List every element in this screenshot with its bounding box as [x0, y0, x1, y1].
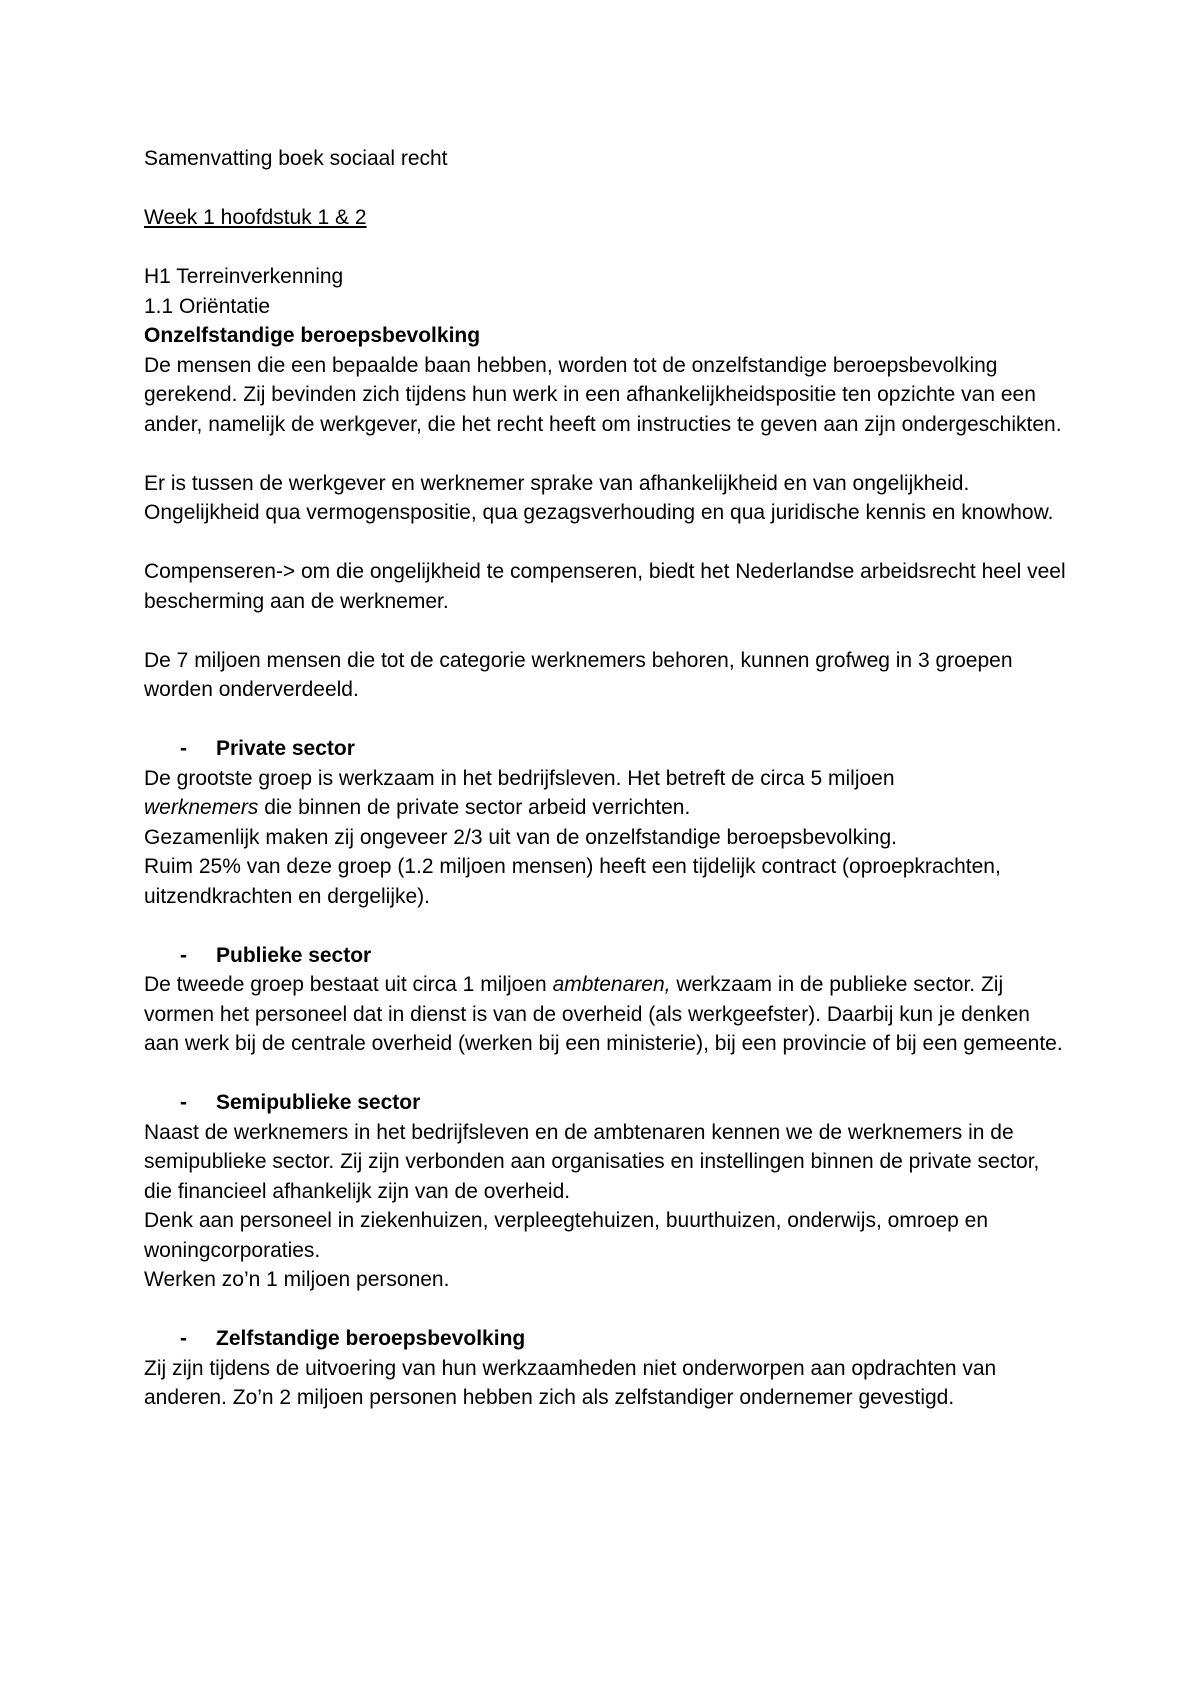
bullet-heading: Private sector — [216, 737, 355, 760]
bullet-dash: - — [180, 1091, 187, 1114]
document-title: Samenvatting boek sociaal recht — [144, 147, 448, 170]
paragraph-1: De mensen die een bepaalde baan hebben, worden tot de onzelfstandige beroepsbevolking gerekend. Zij bevinden zich tijdens hun werk in een afhankelijkheidspositie ten opzichte van een ander, namelijk de werkgever, die het recht heeft om instructies te geven aan zijn ondergeschikten. — [144, 353, 1062, 436]
paragraph-2: Er is tussen de werkgever en werknemer sprake van afhankelijkheid en van ongelijkheid. Ongelijkheid qua vermogenspositie, qua gezagsverhouding en qua juridische kennis en knowhow. — [144, 471, 1054, 524]
chapter-heading: H1 Terreinverkenning — [144, 265, 344, 288]
private-line-2 — [144, 793, 1069, 823]
bullet-heading: Semipublieke sector — [216, 1091, 421, 1114]
bullet-heading: Publieke sector — [216, 943, 372, 967]
bullet-dash: - — [180, 737, 187, 760]
bullet-heading: Zelfstandige beroepsbevolking — [216, 1327, 526, 1350]
private-line-3: Gezamenlijk maken zij ongeveer 2/3 uit van de onzelfstandige beroepsbevolking. — [144, 825, 897, 849]
zelfstandig-paragraph: Zij zijn tijdens de uitvoering van hun werkzaamheden niet onderworpen aan opdrachten van anderen. Zo’n 2 miljoen personen hebben zich als zelfstandiger ondernemer gevestigd. — [144, 1356, 997, 1409]
publiek-text-after: werkzaam in de publieke sector. Zij vormen het personeel dat in dienst is van de overheid (als werkgeefster). Daarbij kun je denken aan werk bij de centrale overheid (werken bij een ministerie), bij een provincie of bij een gemeente. — [144, 973, 1063, 1055]
bullet-private-sector — [144, 734, 1069, 764]
publiek-text-before: De tweede groep bestaat uit circa 1 miljoen — [144, 973, 553, 996]
subheading-onzelfstandig: Onzelfstandige beroepsbevolking — [144, 324, 481, 347]
publiek-italic: ambtenaren, — [552, 973, 671, 996]
semipubliek-line-1: Naast de werknemers in het bedrijfsleven en de ambtenaren kennen we de werknemers in de semipublieke sector. Zij zijn verbonden aan organisaties en instellingen binnen de private sector, die financieel afhankelijk zijn van de overheid. — [144, 1120, 1040, 1203]
bullet-dash: - — [180, 943, 187, 967]
bullet-semipublieke-sector — [144, 1088, 1069, 1118]
section-heading: 1.1 Oriëntatie — [144, 294, 271, 318]
paragraph-4: De 7 miljoen mensen die tot de categorie werknemers behoren, kunnen grofweg in 3 groepen worden onderverdeeld. — [144, 648, 1013, 701]
private-line-4: Ruim 25% van deze groep (1.2 miljoen mensen) heeft een tijdelijk contract (oproepkrachten, uitzendkrachten en dergelijke). — [144, 855, 1001, 908]
semipubliek-line-3: Werken zo’n 1 miljoen personen. — [144, 1268, 450, 1291]
bullet-zelfstandige-beroepsbevolking — [144, 1324, 1069, 1354]
week-heading: Week 1 hoofdstuk 1 & 2 — [144, 206, 367, 229]
private-line-2-rest: die binnen de private sector arbeid verrichten. — [258, 796, 691, 819]
private-line-1: De grootste groep is werkzaam in het bedrijfsleven. Het betreft de circa 5 miljoen — [144, 766, 895, 790]
document-body — [144, 144, 1069, 1413]
semipubliek-line-2: Denk aan personeel in ziekenhuizen, verpleegtehuizen, buurthuizen, onderwijs, omroep en woningcorporaties. — [144, 1209, 989, 1262]
bullet-dash: - — [180, 1327, 187, 1350]
private-italic: werknemers — [144, 796, 259, 819]
paragraph-3: Compenseren-> om die ongelijkheid te compenseren, biedt het Nederlandse arbeidsrecht heel veel bescherming aan de werknemer. — [144, 560, 1066, 613]
bullet-publieke-sector — [144, 941, 1069, 971]
publiek-paragraph — [144, 970, 1069, 1059]
